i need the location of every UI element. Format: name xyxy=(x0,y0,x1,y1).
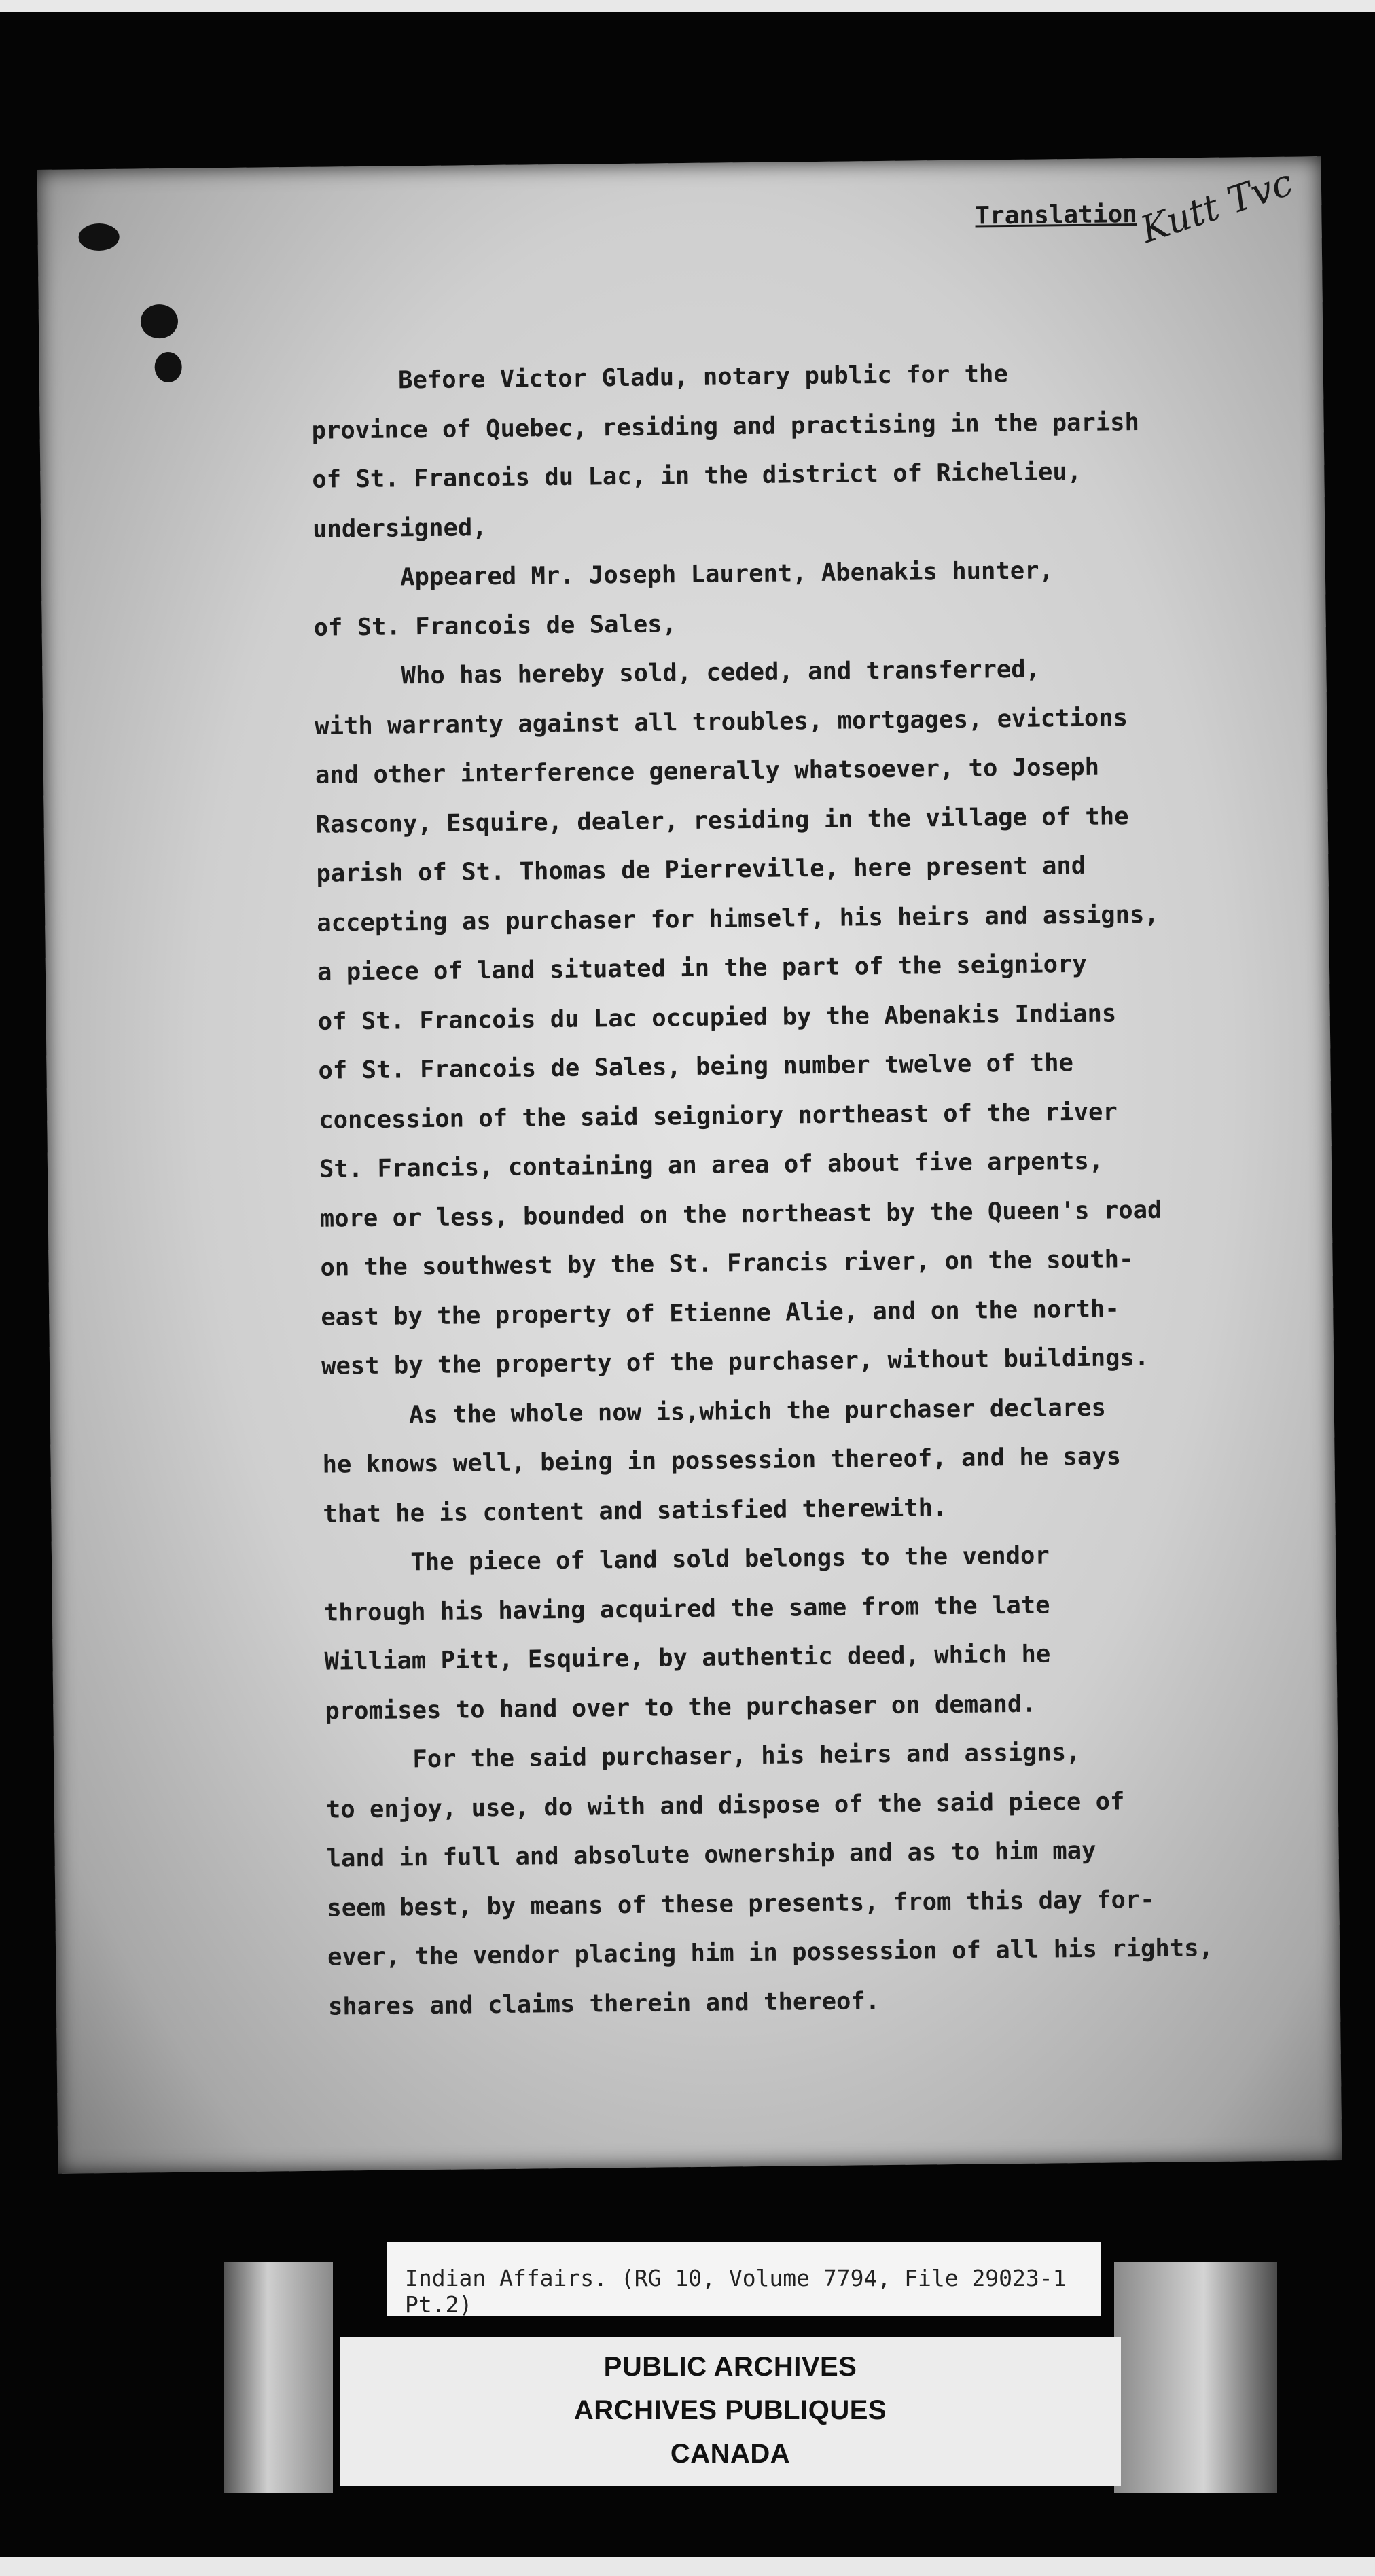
body-line: through his having acquired the same from the late xyxy=(323,1590,1050,1627)
body-line: with warranty against all troubles, mortgages, evictions xyxy=(314,703,1128,740)
body-line: undersigned, xyxy=(312,513,487,543)
document-heading: Translation xyxy=(975,200,1138,230)
body-line: concession of the said seigniory northeast of the river xyxy=(319,1097,1118,1134)
archive-reference-text: Indian Affairs. (RG 10, Volume 7794, File 29023-1 Pt.2) xyxy=(405,2265,1067,2318)
archive-stamp xyxy=(340,2337,1121,2486)
film-edge-bottom xyxy=(0,2557,1375,2576)
body-line: Who has hereby sold, ceded, and transferred, xyxy=(314,655,1041,691)
body-line: Rascony, Esquire, dealer, residing in the village of the xyxy=(315,802,1129,839)
body-line: accepting as purchaser for himself, his heirs and assigns, xyxy=(317,900,1160,937)
body-line: land in full and absolute ownership and as to him may xyxy=(326,1836,1096,1873)
ink-blot xyxy=(141,304,179,339)
stamp-line-3: CANADA xyxy=(670,2439,791,2469)
body-line: more or less, bounded on the northeast by the Queen's road xyxy=(319,1196,1162,1233)
body-line: shares and claims therein and thereof. xyxy=(327,1986,880,2021)
handwritten-annotation: Kutt Tvc xyxy=(1135,160,1298,252)
stamp-line-1: PUBLIC ARCHIVES xyxy=(603,2352,857,2382)
film-edge-top xyxy=(0,0,1375,12)
body-line: east by the property of Etienne Alie, and on the north- xyxy=(321,1294,1120,1331)
body-line: Before Victor Gladu, notary public for the xyxy=(310,360,1008,395)
ink-blot xyxy=(154,352,181,382)
binder-clip-left xyxy=(224,2262,333,2493)
body-line: St. Francis, containing an area of about five arpents, xyxy=(319,1147,1104,1183)
body-line: promises to hand over to the purchaser on demand. xyxy=(325,1689,1037,1725)
document-page xyxy=(37,156,1342,2174)
body-line: on the southwest by the St. Francis river, on the south- xyxy=(320,1245,1134,1282)
body-line: that he is content and satisfied therewith. xyxy=(323,1493,948,1528)
body-line: of St. Francois du Lac, in the district of Richelieu, xyxy=(312,457,1082,494)
body-line: of St. Francois de Sales, being number twelve of the xyxy=(318,1049,1074,1085)
body-line: As the whole now is,which the purchaser declares xyxy=(321,1393,1107,1430)
body-line: The piece of land sold belongs to the vendor xyxy=(323,1541,1050,1577)
body-line: ever, the vendor placing him in possession of all his rights, xyxy=(327,1933,1214,1971)
body-line: of St. Francois de Sales, xyxy=(313,609,677,642)
archive-reference-label xyxy=(387,2242,1101,2316)
body-line: a piece of land situated in the part of the seigniory xyxy=(317,950,1087,986)
body-line: Appeared Mr. Joseph Laurent, Abenakis hunter, xyxy=(312,556,1054,592)
body-line: seem best, by means of these presents, from this day for- xyxy=(327,1885,1155,1922)
body-line: William Pitt, Esquire, by authentic deed, which he xyxy=(324,1640,1051,1676)
ink-blot xyxy=(78,223,119,251)
body-line: of St. Francois du Lac occupied by the Abenakis Indians xyxy=(317,999,1117,1036)
document-body xyxy=(311,347,1307,2032)
body-line: province of Quebec, residing and practising in the parish xyxy=(311,408,1140,445)
body-line: parish of St. Thomas de Pierreville, here present and xyxy=(316,851,1086,888)
body-line: west by the property of the purchaser, without buildings. xyxy=(321,1343,1149,1380)
body-line: he knows well, being in possession thereof, and he says xyxy=(322,1442,1122,1479)
stamp-line-2: ARCHIVES PUBLIQUES xyxy=(573,2395,887,2425)
body-line: and other interference generally whatsoever, to Joseph xyxy=(315,753,1100,789)
body-line: to enjoy, use, do with and dispose of the said piece of xyxy=(325,1787,1125,1824)
binder-clip-right xyxy=(1114,2262,1277,2493)
body-line: For the said purchaser, his heirs and assigns, xyxy=(325,1738,1081,1774)
